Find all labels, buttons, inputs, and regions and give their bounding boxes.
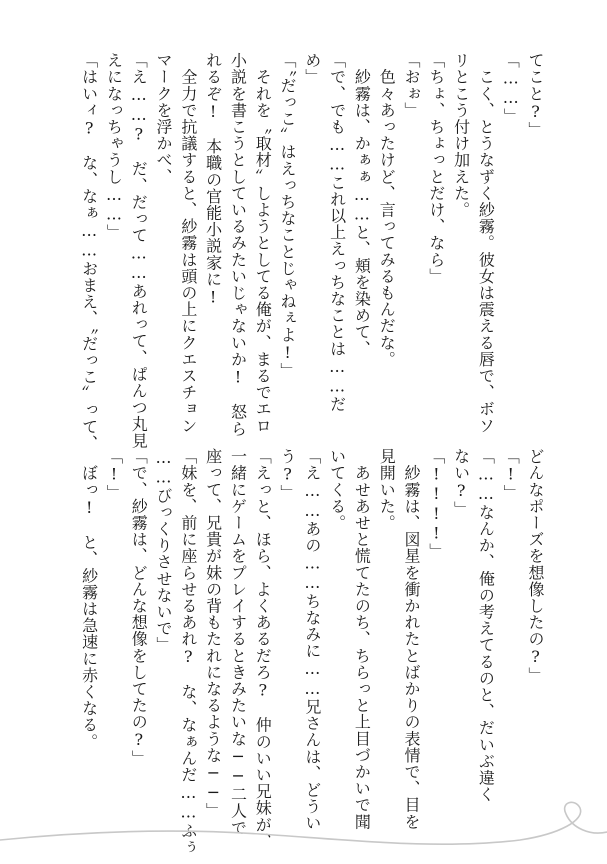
text-column: 見開いた。 [377, 448, 397, 531]
text-column: 色々あったけど、言ってみるもんだな。 [377, 52, 397, 368]
text-column: ない?」 [451, 448, 471, 518]
text-column: それを〝取材〟しようとしてる俺が、まるでエロ [253, 52, 273, 434]
text-column: どんなポーズを想像したの?」 [526, 448, 545, 684]
text-column: 全力で抗議すると、紗霧は頭の上にクエスチョン [178, 52, 198, 434]
text-column: 「!」 [104, 448, 124, 501]
text-column: 「で、でも……これ以上えっちなことは……だ [327, 52, 347, 413]
text-column: 「え……? だ、だって……あれって、ぱんつ丸見 [129, 52, 149, 449]
text-column: 「おぉ」 [402, 52, 422, 119]
text-column: リとこう付け加えた。 [451, 52, 471, 218]
text-column: 「!」 [501, 448, 521, 501]
text-column: 「で、紗霧は、どんな想像をしてたの?」 [129, 448, 149, 767]
text-column: 「えっと、ほら、よくあるだろ? 仲のいい兄妹が、 [253, 448, 273, 850]
text-column: 「はいィ? な、なぁ……おまえ、〝だっこ〟って、 [79, 52, 99, 452]
text-column: 紗霧は、図星を衝かれたとばかりの表情で、目を [402, 448, 422, 830]
top-text-block [76, 52, 547, 452]
text-column: あせあせと慌てたのち、ちらっと上目づかいで聞 [352, 448, 372, 830]
text-column: 「……なんか、俺の考えてるのと、だいぶ違く [476, 448, 496, 803]
text-column: ……びっくりさせないで」 [154, 448, 174, 654]
text-column: 「ちょ、ちょっとだけ、なら」 [426, 52, 446, 285]
text-column: 「!!!!」 [426, 448, 446, 560]
text-column: 「〝だっこ〟はえっちなことじゃねぇよ!」 [278, 52, 298, 379]
text-column: れるぞ! 本職の官能小説家に! [203, 52, 223, 307]
text-column: 「妹を、前に座らせるあれ? な、なぁんだ……ふぅ [178, 448, 198, 856]
text-column: 小説を書こうとしているみたいじゃないか! 怒ら [228, 52, 248, 437]
decorative-ribbon-line [0, 784, 607, 864]
text-column: 一緒にゲームをプレイするときみたいな──二人で [228, 448, 248, 836]
text-column: 座って、兄貴が妹の背もたれになるような──」 [203, 448, 223, 820]
text-column: め」 [302, 52, 322, 86]
text-column: いてくる。 [327, 448, 347, 531]
text-column: てこと?」 [526, 52, 545, 138]
text-column: こく、とうなずく紗霧。彼女は震える唇で、ボソ [476, 52, 496, 434]
text-column: ぼっ! と、紗霧は急速に赤くなる。 [79, 448, 99, 750]
text-column: えになっちゃうし……」 [104, 52, 124, 241]
text-column: 紗霧は、かぁぁ……と、頬を染めて、 [352, 52, 372, 357]
text-column: マークを浮かべ、 [154, 52, 174, 185]
text-column: う?」 [278, 448, 298, 501]
text-column: 「え……あの……ちなみに……兄さんは、どうい [302, 448, 322, 832]
bottom-text-block [76, 448, 547, 856]
text-column: 「……」 [501, 52, 521, 125]
